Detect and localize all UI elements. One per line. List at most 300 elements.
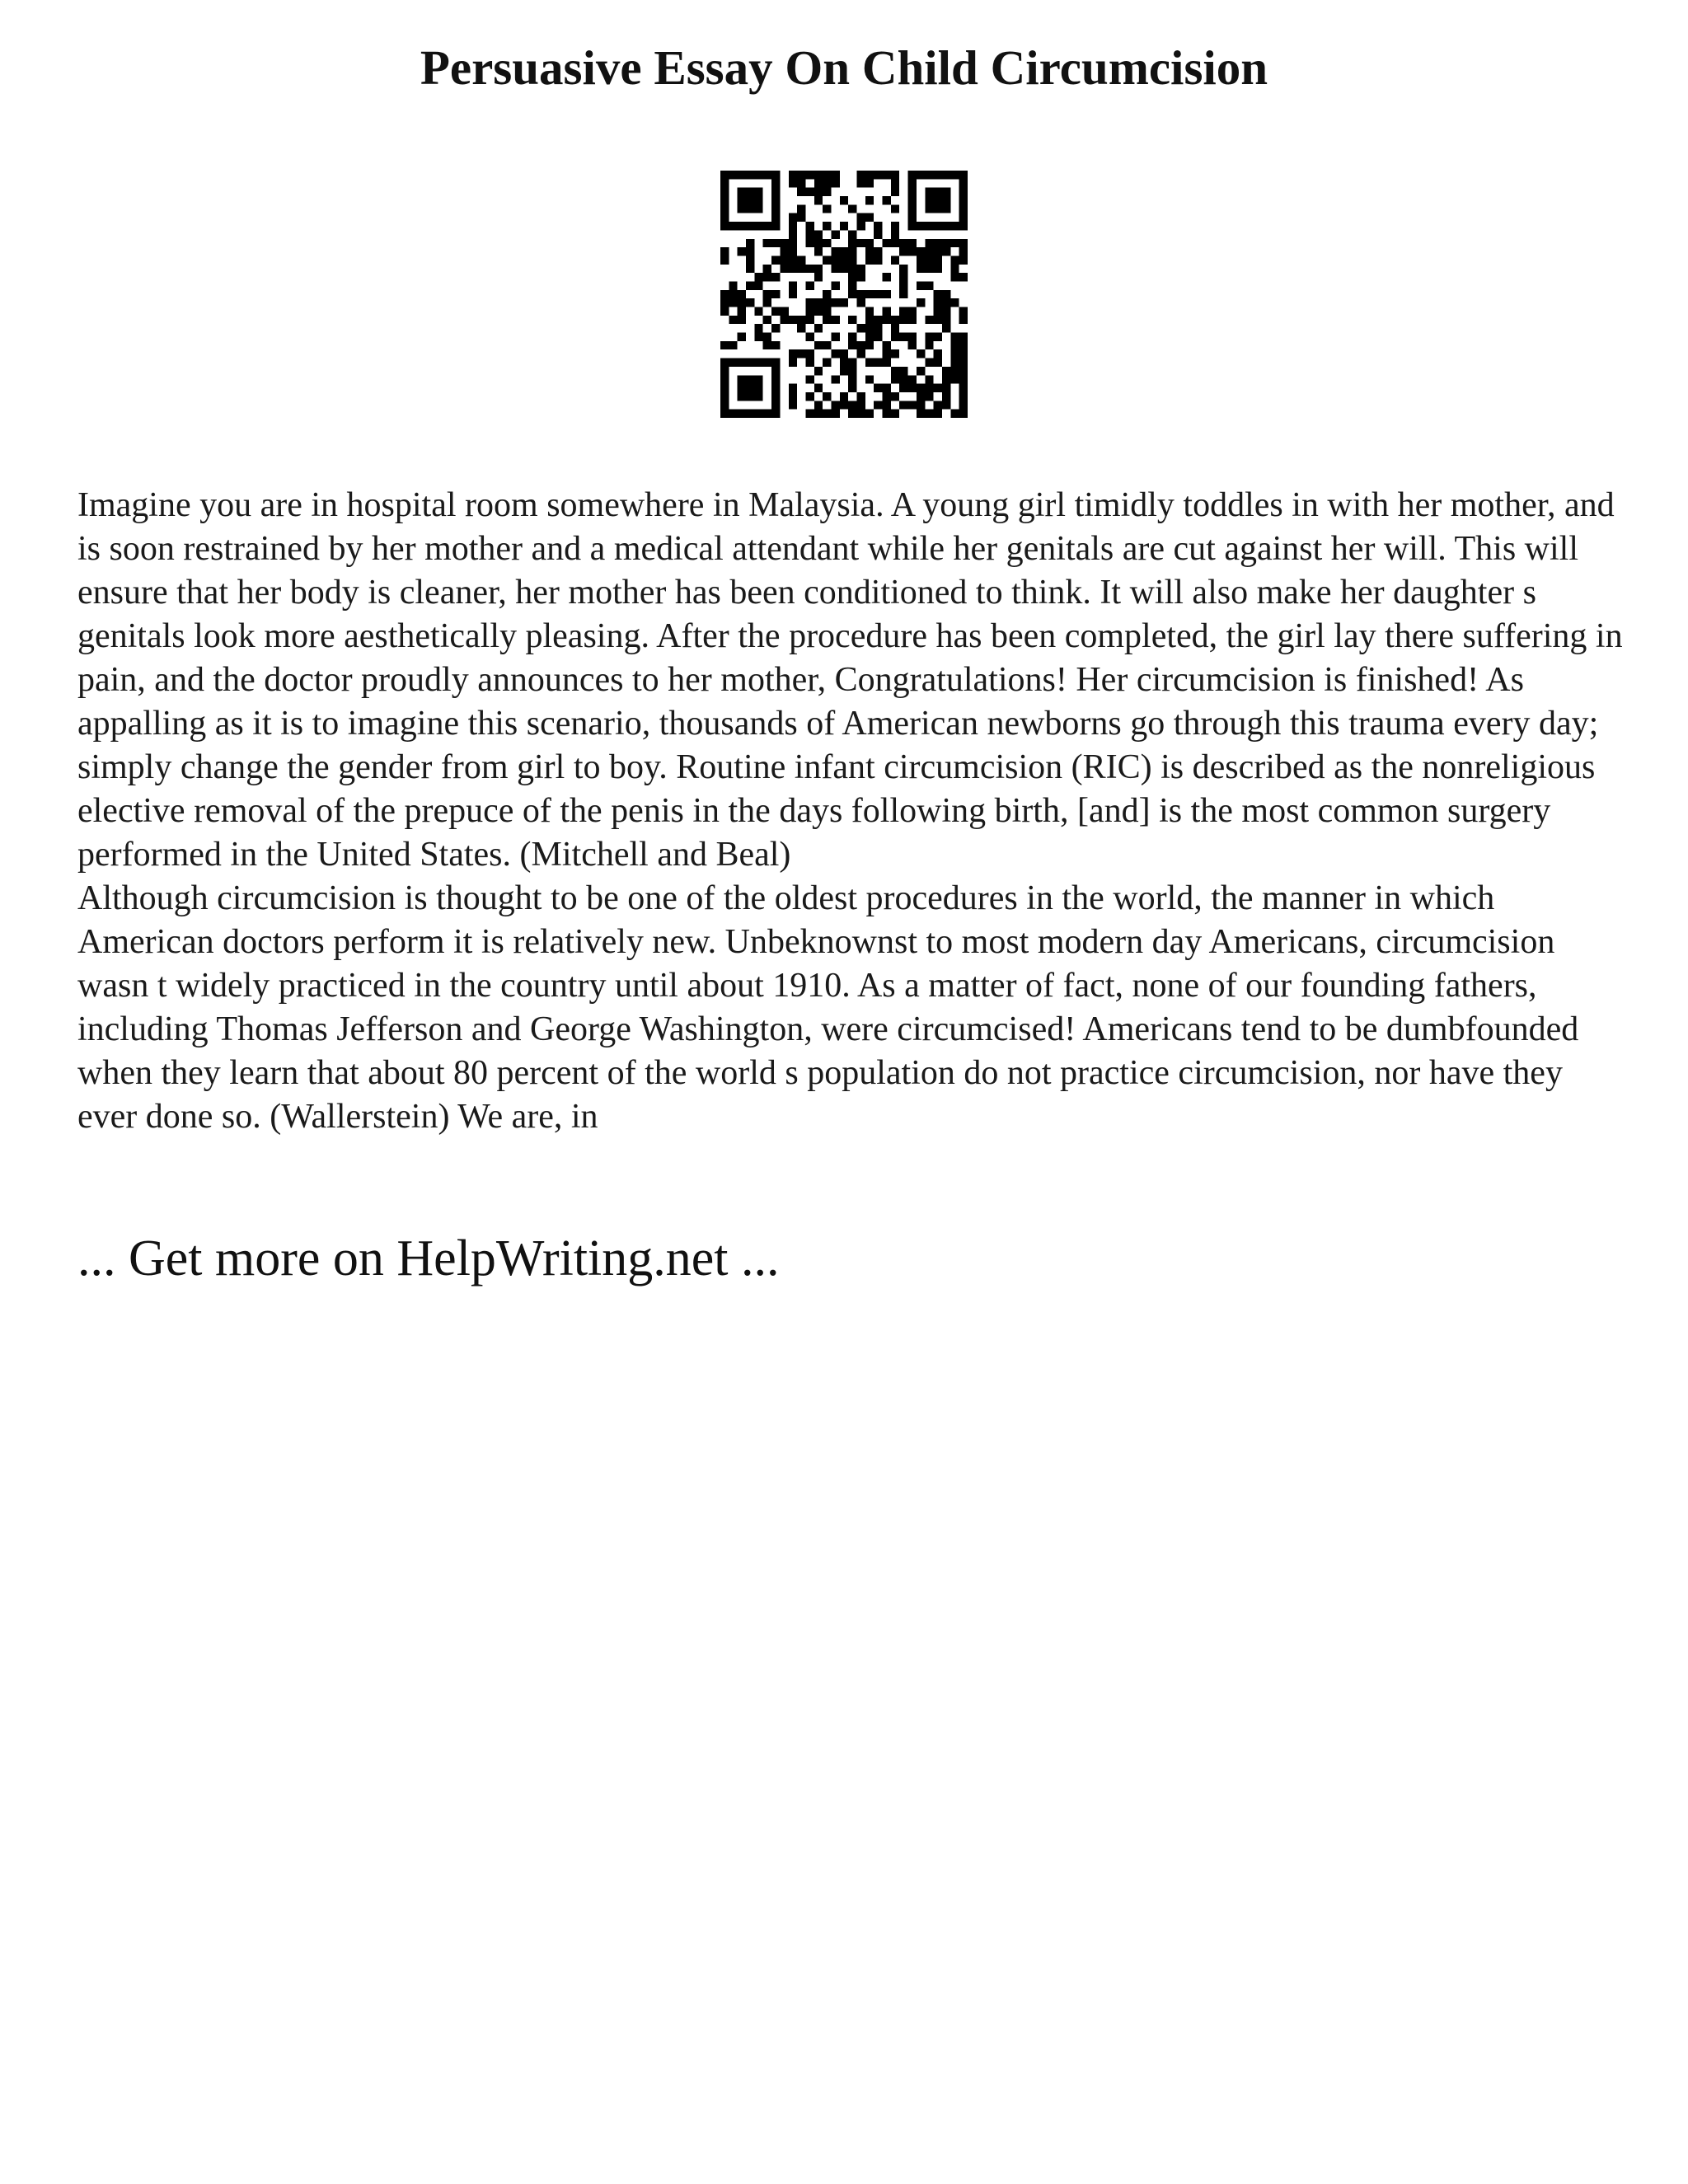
- qr-module: [891, 392, 899, 401]
- qr-module: [729, 298, 737, 307]
- qr-module: [959, 349, 968, 358]
- qr-module: [925, 171, 933, 179]
- qr-module: [917, 367, 925, 375]
- qr-module: [874, 333, 882, 341]
- qr-module: [746, 204, 754, 213]
- qr-module: [908, 333, 917, 341]
- qr-module: [950, 341, 959, 349]
- qr-module: [763, 341, 771, 349]
- qr-module: [925, 281, 933, 289]
- qr-module: [814, 324, 823, 332]
- qr-module: [763, 290, 771, 298]
- qr-module: [934, 204, 942, 213]
- qr-code-graphic: [720, 171, 968, 418]
- qr-module: [771, 410, 780, 418]
- qr-module: [797, 316, 805, 324]
- qr-module: [754, 204, 762, 213]
- qr-module: [805, 392, 814, 401]
- qr-module: [891, 255, 899, 264]
- qr-module: [771, 401, 780, 409]
- qr-module: [814, 273, 823, 281]
- qr-module: [934, 188, 942, 196]
- qr-module: [934, 316, 942, 324]
- qr-module: [831, 410, 839, 418]
- qr-module: [942, 307, 950, 316]
- qr-module: [771, 324, 780, 332]
- qr-module: [763, 333, 771, 341]
- qr-module: [942, 401, 950, 409]
- qr-module: [891, 171, 899, 179]
- qr-module: [899, 367, 907, 375]
- qr-module: [771, 239, 780, 247]
- qr-module: [754, 171, 762, 179]
- qr-module: [950, 375, 959, 383]
- qr-module: [771, 188, 780, 196]
- qr-module: [865, 171, 874, 179]
- qr-module: [917, 349, 925, 358]
- qr-module: [848, 290, 856, 298]
- qr-module: [805, 171, 814, 179]
- qr-module: [874, 384, 882, 392]
- qr-module: [848, 375, 856, 383]
- qr-module: [865, 359, 874, 367]
- qr-module: [942, 324, 950, 332]
- qr-module: [823, 410, 831, 418]
- qr-module: [942, 367, 950, 375]
- qr-module: [789, 171, 797, 179]
- qr-module: [814, 171, 823, 179]
- qr-module: [840, 367, 848, 375]
- qr-module: [883, 392, 891, 401]
- qr-module: [805, 375, 814, 383]
- qr-module: [754, 196, 762, 204]
- qr-module: [797, 204, 805, 213]
- qr-module: [848, 265, 856, 273]
- qr-module: [908, 375, 917, 383]
- qr-module: [959, 171, 968, 179]
- qr-module: [865, 239, 874, 247]
- qr-module: [848, 367, 856, 375]
- qr-module: [720, 204, 729, 213]
- qr-module: [959, 204, 968, 213]
- qr-module: [738, 307, 746, 316]
- qr-module: [780, 316, 788, 324]
- qr-module: [874, 324, 882, 332]
- qr-module: [780, 255, 788, 264]
- qr-module: [959, 333, 968, 341]
- qr-module: [805, 188, 814, 196]
- qr-module: [908, 247, 917, 255]
- qr-module: [814, 384, 823, 392]
- qr-module: [746, 298, 754, 307]
- qr-module: [754, 222, 762, 230]
- qr-module: [831, 298, 839, 307]
- qr-module: [848, 230, 856, 238]
- qr-module: [814, 265, 823, 273]
- qr-module: [814, 307, 823, 316]
- qr-module: [908, 179, 917, 187]
- qr-module: [848, 273, 856, 281]
- qr-module: [950, 349, 959, 358]
- qr-module: [746, 359, 754, 367]
- qr-module: [805, 333, 814, 341]
- qr-module: [959, 188, 968, 196]
- qr-module: [934, 247, 942, 255]
- qr-module: [823, 298, 831, 307]
- qr-module: [738, 171, 746, 179]
- qr-module: [814, 179, 823, 187]
- qr-module: [934, 290, 942, 298]
- qr-module: [959, 247, 968, 255]
- qr-module: [857, 239, 865, 247]
- qr-module: [908, 188, 917, 196]
- qr-module: [738, 410, 746, 418]
- qr-module: [857, 392, 865, 401]
- qr-module: [831, 316, 839, 324]
- qr-module: [883, 410, 891, 418]
- qr-module: [789, 230, 797, 238]
- qr-module: [797, 265, 805, 273]
- qr-module: [908, 213, 917, 222]
- qr-module: [823, 204, 831, 213]
- qr-module: [908, 204, 917, 213]
- qr-module: [823, 188, 831, 196]
- qr-module: [857, 265, 865, 273]
- qr-module: [789, 290, 797, 298]
- qr-module: [959, 410, 968, 418]
- qr-module: [771, 255, 780, 264]
- qr-module: [738, 375, 746, 383]
- qr-module: [771, 213, 780, 222]
- essay-paragraph-2: Although circumcision is thought to be one of the oldest procedures in the world, the manner in which American doctors perform it is relatively new. Unbeknownst to most modern day Americans, circumcision wasn t widely practiced in the country until about 1910. As a matter of fact, none of our founding fathers, including Thomas Jefferson and George Washington, were circumcised! Americans tend to be dumbfounded when they learn that about 80 percent of the world s population do not practice circumcision, nor have they ever done so. (Wallerstein) We are, in: [77, 879, 1579, 1136]
- qr-module: [823, 179, 831, 187]
- qr-module: [959, 213, 968, 222]
- qr-module: [891, 230, 899, 238]
- qr-module: [917, 265, 925, 273]
- qr-module: [805, 349, 814, 358]
- qr-module: [959, 255, 968, 264]
- qr-module: [823, 239, 831, 247]
- qr-module: [891, 204, 899, 213]
- qr-module: [814, 196, 823, 204]
- qr-module: [865, 196, 874, 204]
- qr-module: [831, 349, 839, 358]
- qr-module: [840, 247, 848, 255]
- qr-module: [780, 239, 788, 247]
- qr-module: [891, 316, 899, 324]
- qr-module: [789, 222, 797, 230]
- qr-module: [934, 255, 942, 264]
- qr-module: [738, 204, 746, 213]
- qr-module: [917, 401, 925, 409]
- qr-module: [805, 222, 814, 230]
- qr-module: [840, 359, 848, 367]
- qr-module: [746, 247, 754, 255]
- qr-module: [771, 273, 780, 281]
- qr-module: [831, 230, 839, 238]
- qr-module: [754, 384, 762, 392]
- qr-module: [763, 239, 771, 247]
- qr-module: [942, 188, 950, 196]
- qr-module: [720, 171, 729, 179]
- qr-module: [848, 239, 856, 247]
- qr-module: [857, 222, 865, 230]
- qr-module: [908, 196, 917, 204]
- qr-module: [917, 392, 925, 401]
- qr-module: [950, 367, 959, 375]
- qr-module: [738, 222, 746, 230]
- qr-module: [720, 213, 729, 222]
- qr-module: [848, 281, 856, 289]
- qr-module: [883, 239, 891, 247]
- qr-module: [831, 179, 839, 187]
- qr-module: [857, 401, 865, 409]
- qr-module: [925, 410, 933, 418]
- qr-module: [950, 333, 959, 341]
- qr-module: [942, 222, 950, 230]
- qr-module: [848, 255, 856, 264]
- qr-module: [814, 367, 823, 375]
- qr-module: [942, 204, 950, 213]
- qr-module: [831, 171, 839, 179]
- qr-module: [805, 239, 814, 247]
- qr-module: [840, 196, 848, 204]
- qr-module: [899, 290, 907, 298]
- qr-module: [797, 349, 805, 358]
- qr-module: [934, 349, 942, 358]
- qr-module: [925, 359, 933, 367]
- qr-module: [848, 341, 856, 349]
- qr-module: [720, 359, 729, 367]
- qr-module: [823, 341, 831, 349]
- qr-module: [883, 349, 891, 358]
- qr-module: [959, 239, 968, 247]
- qr-module: [729, 316, 737, 324]
- qr-module: [959, 392, 968, 401]
- qr-module: [805, 307, 814, 316]
- qr-module: [959, 341, 968, 349]
- qr-module: [771, 367, 780, 375]
- qr-module: [789, 401, 797, 409]
- qr-module: [823, 316, 831, 324]
- qr-module: [959, 273, 968, 281]
- qr-module: [857, 273, 865, 281]
- qr-module: [950, 410, 959, 418]
- qr-module: [874, 247, 882, 255]
- qr-module: [797, 171, 805, 179]
- qr-module: [934, 307, 942, 316]
- qr-module: [729, 410, 737, 418]
- qr-module: [899, 333, 907, 341]
- qr-module: [831, 265, 839, 273]
- qr-module: [754, 307, 762, 316]
- qr-module: [934, 298, 942, 307]
- qr-module: [925, 204, 933, 213]
- qr-module: [789, 255, 797, 264]
- qr-module: [754, 273, 762, 281]
- qr-module: [891, 239, 899, 247]
- qr-module: [857, 179, 865, 187]
- qr-module: [899, 401, 907, 409]
- get-more-link[interactable]: ... Get more on HelpWriting.net ...: [77, 1230, 780, 1286]
- qr-module: [891, 375, 899, 383]
- qr-module: [891, 367, 899, 375]
- qr-module: [771, 359, 780, 367]
- qr-module: [754, 410, 762, 418]
- qr-module: [891, 222, 899, 230]
- qr-module: [720, 410, 729, 418]
- qr-module: [883, 384, 891, 392]
- qr-module: [797, 188, 805, 196]
- qr-module: [738, 188, 746, 196]
- qr-module: [771, 196, 780, 204]
- qr-module: [746, 222, 754, 230]
- qr-module: [831, 247, 839, 255]
- qr-module: [814, 341, 823, 349]
- qr-module: [763, 273, 771, 281]
- qr-module: [865, 341, 874, 349]
- qr-module: [883, 273, 891, 281]
- qr-module: [848, 247, 856, 255]
- qr-module: [883, 359, 891, 367]
- qr-module: [899, 265, 907, 273]
- qr-code-icon[interactable]: [720, 171, 968, 418]
- qr-module: [720, 367, 729, 375]
- qr-module: [814, 298, 823, 307]
- qr-module: [754, 188, 762, 196]
- qr-module: [934, 410, 942, 418]
- qr-module: [823, 171, 831, 179]
- qr-module: [917, 171, 925, 179]
- qr-module: [865, 307, 874, 316]
- qr-module: [771, 179, 780, 187]
- qr-module: [950, 298, 959, 307]
- qr-module: [891, 349, 899, 358]
- qr-module: [789, 384, 797, 392]
- qr-module: [934, 239, 942, 247]
- qr-module: [848, 384, 856, 392]
- qr-module: [925, 188, 933, 196]
- qr-module: [883, 290, 891, 298]
- qr-module: [950, 239, 959, 247]
- qr-module: [857, 341, 865, 349]
- qr-module: [738, 290, 746, 298]
- qr-module: [925, 392, 933, 401]
- qr-module: [720, 179, 729, 187]
- qr-module: [925, 239, 933, 247]
- qr-module: [917, 255, 925, 264]
- qr-module: [738, 333, 746, 341]
- qr-module: [925, 255, 933, 264]
- qr-module: [789, 179, 797, 187]
- qr-module: [942, 196, 950, 204]
- qr-module: [771, 375, 780, 383]
- qr-module: [899, 316, 907, 324]
- qr-module: [934, 222, 942, 230]
- qr-module: [797, 213, 805, 222]
- qr-module: [746, 281, 754, 289]
- qr-module: [814, 239, 823, 247]
- qr-module: [720, 384, 729, 392]
- qr-module: [805, 298, 814, 307]
- qr-module: [720, 375, 729, 383]
- qr-module: [865, 316, 874, 324]
- qr-module: [746, 375, 754, 383]
- qr-module: [729, 281, 737, 289]
- qr-module: [746, 171, 754, 179]
- qr-module: [917, 384, 925, 392]
- qr-module: [942, 298, 950, 307]
- qr-module: [789, 281, 797, 289]
- qr-module: [720, 298, 729, 307]
- qr-module: [959, 222, 968, 230]
- qr-module: [942, 247, 950, 255]
- qr-module: [763, 298, 771, 307]
- qr-module: [763, 171, 771, 179]
- qr-module: [874, 222, 882, 230]
- qr-module: [746, 384, 754, 392]
- qr-module: [729, 290, 737, 298]
- qr-module: [857, 290, 865, 298]
- qr-module: [891, 324, 899, 332]
- qr-module: [814, 410, 823, 418]
- qr-module: [874, 316, 882, 324]
- qr-module: [925, 196, 933, 204]
- qr-module: [925, 247, 933, 255]
- qr-module: [925, 384, 933, 392]
- qr-module: [917, 222, 925, 230]
- qr-module: [942, 171, 950, 179]
- qr-module: [959, 384, 968, 392]
- qr-module: [934, 384, 942, 392]
- qr-module: [831, 281, 839, 289]
- qr-module: [899, 384, 907, 392]
- qr-module: [720, 341, 729, 349]
- qr-module: [805, 410, 814, 418]
- qr-module: [729, 359, 737, 367]
- qr-module: [763, 265, 771, 273]
- qr-module: [899, 239, 907, 247]
- qr-module: [865, 410, 874, 418]
- qr-module: [857, 410, 865, 418]
- qr-module: [789, 392, 797, 401]
- qr-module: [908, 307, 917, 316]
- qr-module: [840, 222, 848, 230]
- qr-module: [840, 298, 848, 307]
- qr-module: [865, 179, 874, 187]
- qr-module: [874, 171, 882, 179]
- qr-module: [950, 255, 959, 264]
- qr-module: [797, 255, 805, 264]
- qr-module: [874, 359, 882, 367]
- qr-module: [780, 307, 788, 316]
- qr-module: [950, 359, 959, 367]
- qr-module: [797, 179, 805, 187]
- qr-module: [771, 307, 780, 316]
- qr-module: [771, 171, 780, 179]
- qr-module: [857, 298, 865, 307]
- qr-module: [754, 281, 762, 289]
- qr-module: [771, 222, 780, 230]
- qr-module: [720, 247, 729, 255]
- qr-module: [883, 401, 891, 409]
- qr-module: [934, 196, 942, 204]
- qr-module: [746, 392, 754, 401]
- qr-module: [720, 196, 729, 204]
- qr-module: [959, 359, 968, 367]
- qr-module: [831, 255, 839, 264]
- qr-module: [959, 367, 968, 375]
